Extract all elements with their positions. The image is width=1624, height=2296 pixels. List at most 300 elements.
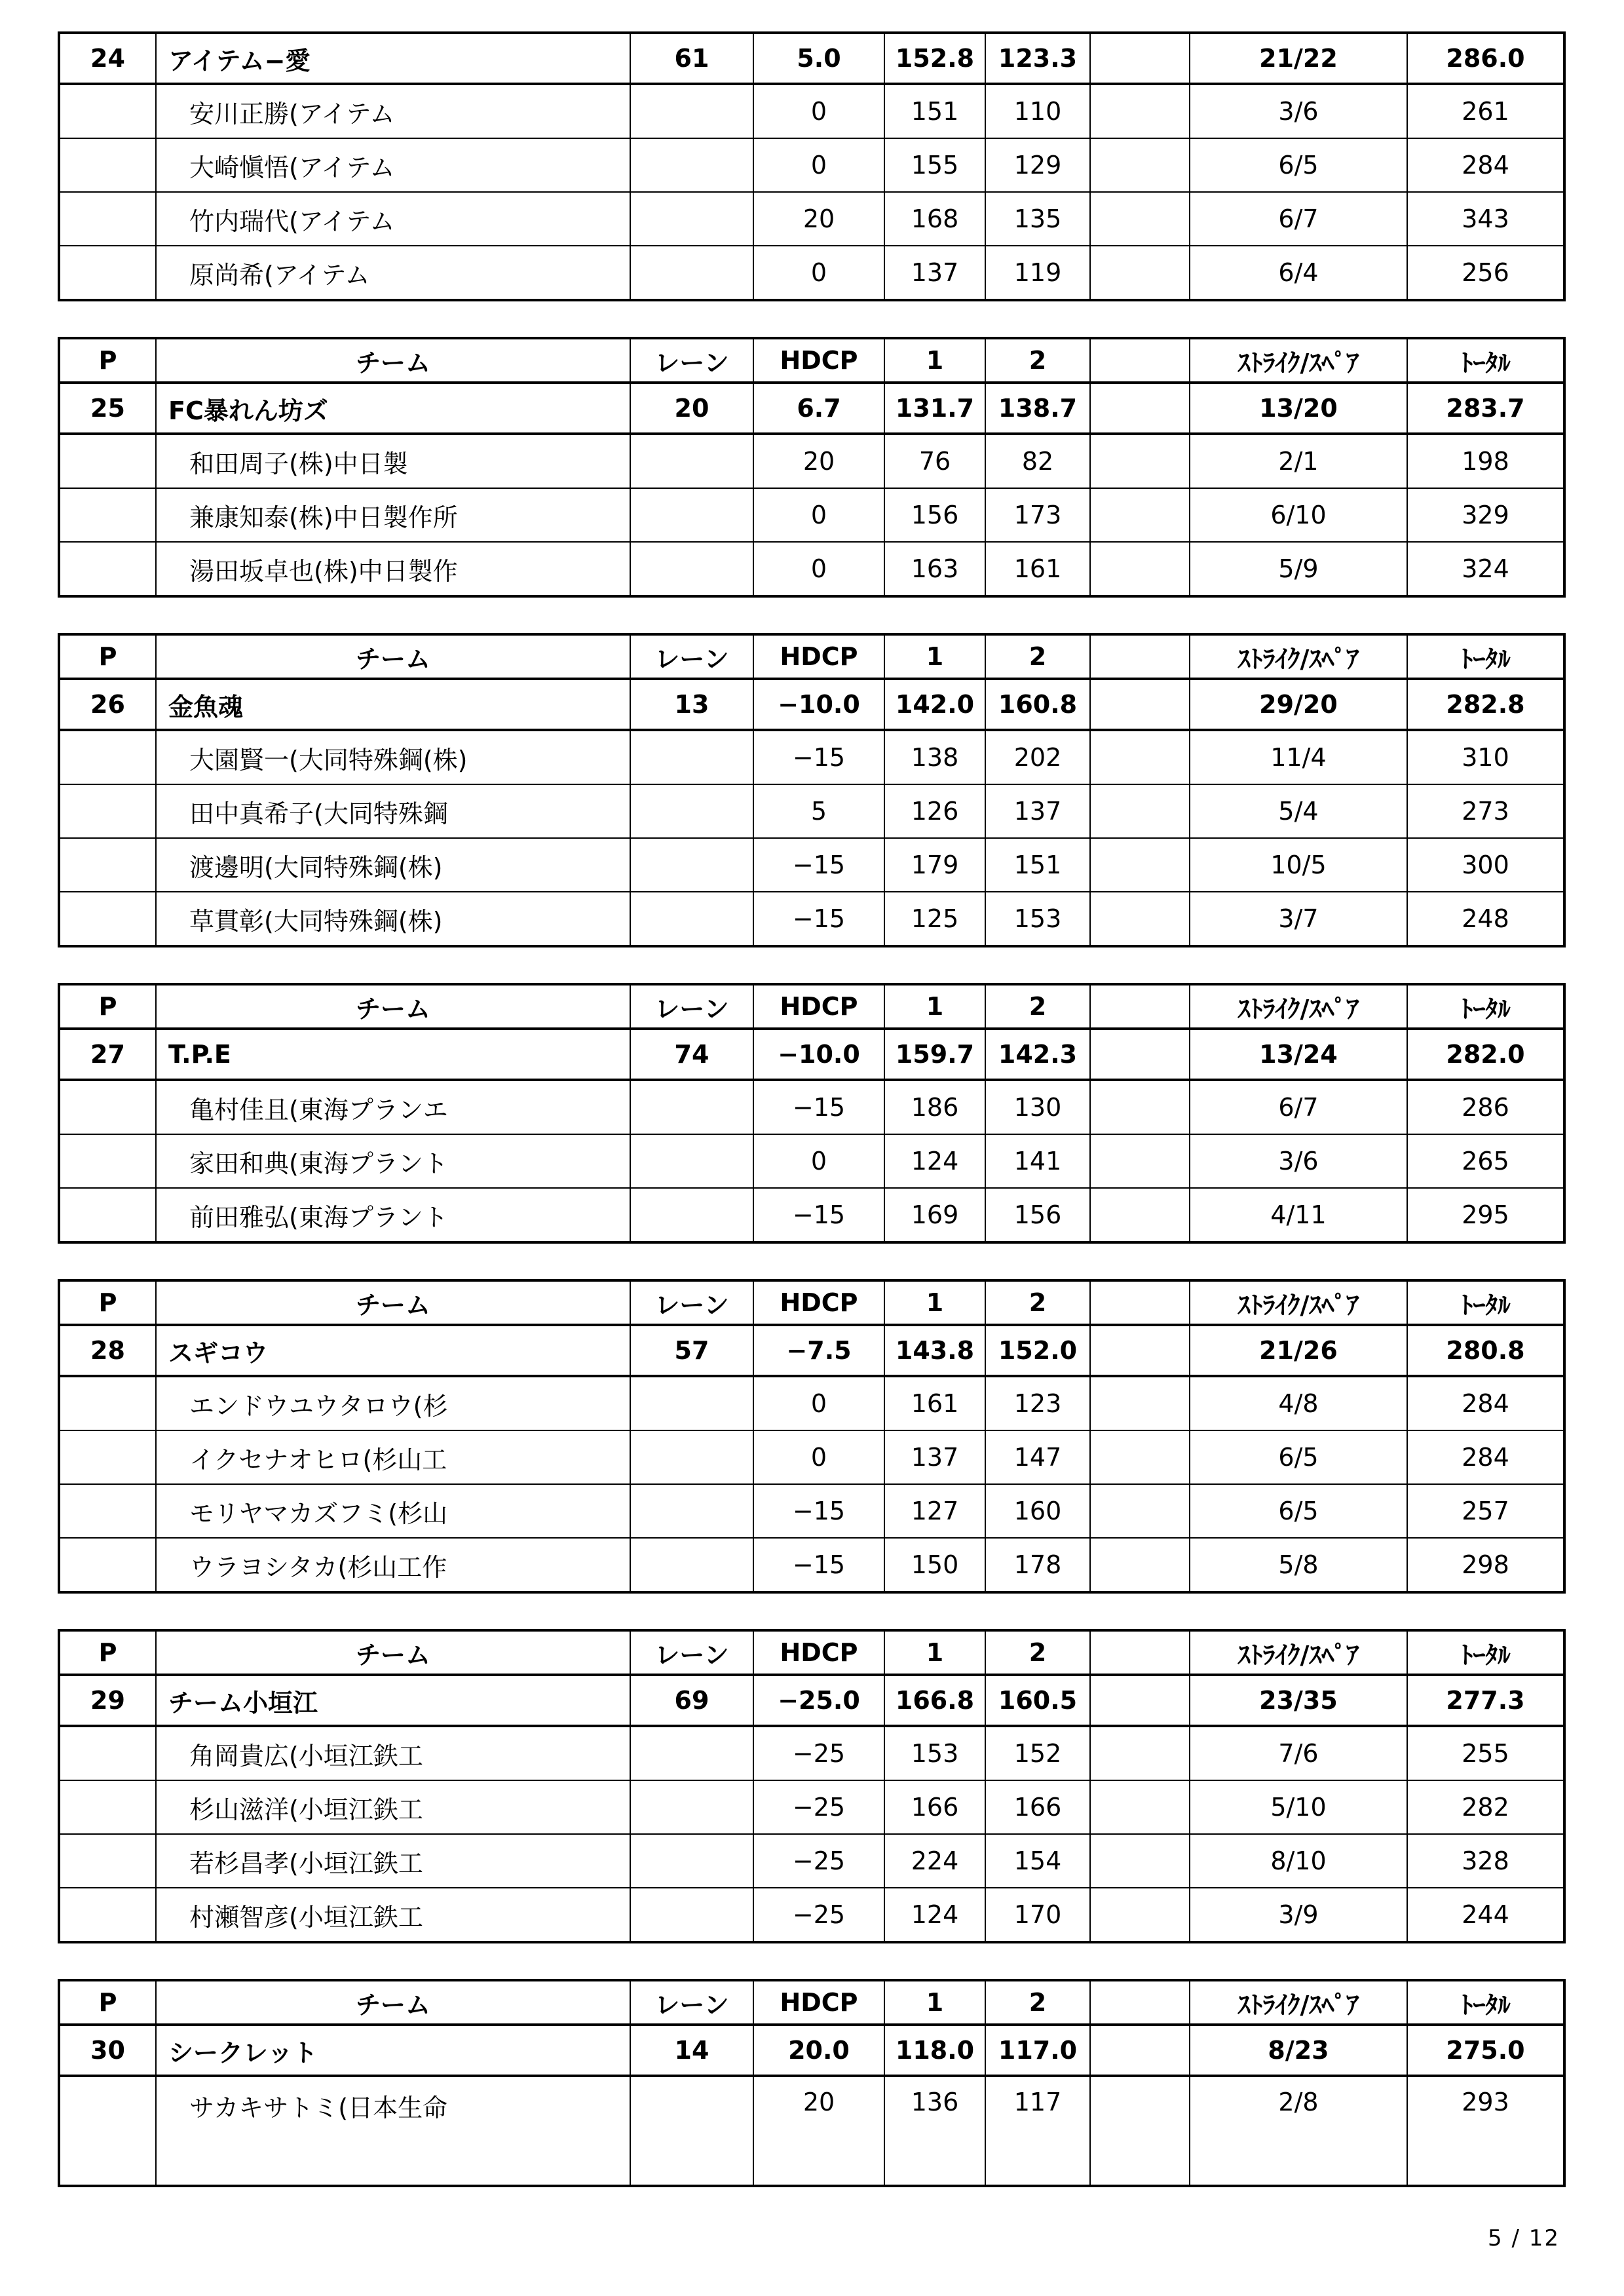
member-strike-spare: 3/6 [1190, 1134, 1407, 1188]
member-hdcp: 0 [753, 1134, 884, 1188]
team-game-1: 166.8 [884, 1675, 985, 1726]
member-game-1: 150 [884, 1538, 985, 1592]
team-rank: 26 [59, 679, 156, 730]
member-total: 295 [1407, 1188, 1564, 1242]
member-total: 284 [1407, 1376, 1564, 1430]
member-empty [1090, 1888, 1190, 1942]
team-total: 280.8 [1407, 1325, 1564, 1376]
header-p: P [59, 338, 156, 383]
member-rank-empty [59, 730, 156, 784]
header-row [59, 338, 1564, 383]
header-total: ﾄｰﾀﾙ [1407, 338, 1564, 383]
team-game-1: 131.7 [884, 383, 985, 434]
header-empty [1090, 1280, 1190, 1325]
member-lane-empty [630, 84, 753, 138]
member-name: 若杉昌孝(小垣江鉄工 [156, 1834, 630, 1888]
member-hdcp: −15 [753, 892, 884, 946]
header-hdcp: HDCP [753, 1980, 884, 2025]
header-game-2: 2 [985, 1280, 1090, 1325]
member-row [59, 488, 1564, 542]
member-strike-spare: 2/1 [1190, 434, 1407, 488]
member-name: 家田和典(東海プラント [156, 1134, 630, 1188]
member-strike-spare: 7/6 [1190, 1726, 1407, 1780]
member-rank-empty [59, 84, 156, 138]
team-table-25 [58, 337, 1566, 598]
member-game-2: 129 [985, 138, 1090, 192]
member-strike-spare: 6/5 [1190, 1484, 1407, 1538]
member-empty [1090, 1188, 1190, 1242]
team-strike-spare: 13/24 [1190, 1029, 1407, 1080]
header-team: チーム [156, 1630, 630, 1675]
member-game-2: 160 [985, 1484, 1090, 1538]
member-lane-empty [630, 1430, 753, 1484]
member-game-1: 155 [884, 138, 985, 192]
member-game-1: 224 [884, 1834, 985, 1888]
member-game-2: 147 [985, 1430, 1090, 1484]
team-row [59, 1325, 1564, 1376]
team-total: 277.3 [1407, 1675, 1564, 1726]
member-game-1: 168 [884, 192, 985, 246]
member-hdcp: 0 [753, 138, 884, 192]
header-lane: レーン [630, 1980, 753, 2025]
header-game-2: 2 [985, 1630, 1090, 1675]
member-game-1: 169 [884, 1188, 985, 1242]
member-hdcp: 0 [753, 84, 884, 138]
team-total: 282.8 [1407, 679, 1564, 730]
header-total: ﾄｰﾀﾙ [1407, 634, 1564, 679]
member-row [59, 784, 1564, 838]
header-team: チーム [156, 984, 630, 1029]
team-table-30 [58, 1979, 1566, 2187]
member-row [59, 1780, 1564, 1834]
team-game-1: 118.0 [884, 2025, 985, 2076]
member-game-1: 127 [884, 1484, 985, 1538]
member-game-1: 125 [884, 892, 985, 946]
member-lane-empty [630, 1484, 753, 1538]
member-total: 329 [1407, 488, 1564, 542]
member-name: 和田周子(株)中日製 [156, 434, 630, 488]
member-lane-empty [630, 892, 753, 946]
member-game-1: 166 [884, 1780, 985, 1834]
member-hdcp: 20 [753, 434, 884, 488]
team-rank: 29 [59, 1675, 156, 1726]
member-empty [1090, 1430, 1190, 1484]
member-rank-empty [59, 138, 156, 192]
member-lane-empty [630, 784, 753, 838]
member-empty [1090, 1834, 1190, 1888]
header-p: P [59, 634, 156, 679]
team-empty [1090, 33, 1190, 84]
team-row [59, 1675, 1564, 1726]
member-row [59, 730, 1564, 784]
member-hdcp: −25 [753, 1888, 884, 1942]
member-lane-empty [630, 542, 753, 596]
member-game-1: 151 [884, 84, 985, 138]
member-game-2: 141 [985, 1134, 1090, 1188]
team-strike-spare: 8/23 [1190, 2025, 1407, 2076]
member-total: 257 [1407, 1484, 1564, 1538]
header-empty [1090, 984, 1190, 1029]
member-empty [1090, 434, 1190, 488]
member-hdcp: −15 [753, 1188, 884, 1242]
member-total: 256 [1407, 246, 1564, 300]
member-row [59, 1834, 1564, 1888]
member-rank-empty [59, 1376, 156, 1430]
member-lane-empty [630, 1834, 753, 1888]
member-hdcp: 5 [753, 784, 884, 838]
team-lane: 69 [630, 1675, 753, 1726]
page-number: 5 / 12 [1488, 2225, 1560, 2251]
member-strike-spare: 5/10 [1190, 1780, 1407, 1834]
member-name: 亀村佳且(東海プランエ [156, 1080, 630, 1134]
member-game-1: 124 [884, 1888, 985, 1942]
member-name: 角岡貴広(小垣江鉄工 [156, 1726, 630, 1780]
member-empty [1090, 138, 1190, 192]
team-game-2: 142.3 [985, 1029, 1090, 1080]
member-game-2: 154 [985, 1834, 1090, 1888]
team-table-24 [58, 31, 1566, 301]
member-total: 293 [1407, 2076, 1564, 2186]
member-total: 261 [1407, 84, 1564, 138]
member-game-1: 136 [884, 2076, 985, 2186]
member-lane-empty [630, 1188, 753, 1242]
member-total: 248 [1407, 892, 1564, 946]
team-hdcp: 6.7 [753, 383, 884, 434]
team-hdcp: −10.0 [753, 1029, 884, 1080]
member-game-1: 179 [884, 838, 985, 892]
team-strike-spare: 13/20 [1190, 383, 1407, 434]
team-game-1: 159.7 [884, 1029, 985, 1080]
member-rank-empty [59, 784, 156, 838]
team-rank: 28 [59, 1325, 156, 1376]
header-game-1: 1 [884, 1630, 985, 1675]
member-strike-spare: 6/7 [1190, 1080, 1407, 1134]
member-empty [1090, 1080, 1190, 1134]
header-lane: レーン [630, 338, 753, 383]
header-lane: レーン [630, 1630, 753, 1675]
header-game-1: 1 [884, 634, 985, 679]
member-hdcp: −15 [753, 730, 884, 784]
member-row [59, 2076, 1564, 2186]
header-p: P [59, 984, 156, 1029]
member-hdcp: 20 [753, 192, 884, 246]
member-empty [1090, 1376, 1190, 1430]
member-strike-spare: 3/6 [1190, 84, 1407, 138]
member-game-1: 186 [884, 1080, 985, 1134]
team-name: アイテム−愛 [156, 33, 630, 84]
team-strike-spare: 23/35 [1190, 1675, 1407, 1726]
header-hdcp: HDCP [753, 1280, 884, 1325]
header-game-1: 1 [884, 1980, 985, 2025]
member-hdcp: −25 [753, 1780, 884, 1834]
header-strike-spare: ｽﾄﾗｲｸ/ｽﾍﾟｱ [1190, 1980, 1407, 2025]
member-lane-empty [630, 1376, 753, 1430]
member-lane-empty [630, 1080, 753, 1134]
member-row [59, 892, 1564, 946]
member-strike-spare: 6/5 [1190, 1430, 1407, 1484]
member-row [59, 1080, 1564, 1134]
member-game-2: 161 [985, 542, 1090, 596]
team-game-1: 152.8 [884, 33, 985, 84]
team-hdcp: −10.0 [753, 679, 884, 730]
member-strike-spare: 3/7 [1190, 892, 1407, 946]
member-game-1: 124 [884, 1134, 985, 1188]
member-name: 田中真希子(大同特殊鋼 [156, 784, 630, 838]
team-table-28 [58, 1279, 1566, 1594]
team-game-2: 123.3 [985, 33, 1090, 84]
member-game-2: 135 [985, 192, 1090, 246]
team-name: 金魚魂 [156, 679, 630, 730]
member-lane-empty [630, 138, 753, 192]
member-game-2: 130 [985, 1080, 1090, 1134]
member-row [59, 838, 1564, 892]
member-name: エンドウユウタロウ(杉 [156, 1376, 630, 1430]
member-name: 竹内瑞代(アイテム [156, 192, 630, 246]
member-name: 湯田坂卓也(株)中日製作 [156, 542, 630, 596]
member-game-2: 117 [985, 2076, 1090, 2186]
team-empty [1090, 1675, 1190, 1726]
team-hdcp: −25.0 [753, 1675, 884, 1726]
member-hdcp: 0 [753, 1430, 884, 1484]
header-empty [1090, 338, 1190, 383]
member-rank-empty [59, 1834, 156, 1888]
member-game-1: 163 [884, 542, 985, 596]
member-name: 安川正勝(アイテム [156, 84, 630, 138]
member-empty [1090, 838, 1190, 892]
member-rank-empty [59, 2076, 156, 2186]
member-hdcp: 20 [753, 2076, 884, 2186]
header-total: ﾄｰﾀﾙ [1407, 1280, 1564, 1325]
member-total: 255 [1407, 1726, 1564, 1780]
team-empty [1090, 679, 1190, 730]
member-name: 村瀬智彦(小垣江鉄工 [156, 1888, 630, 1942]
member-row [59, 1888, 1564, 1942]
member-empty [1090, 1538, 1190, 1592]
team-game-2: 117.0 [985, 2025, 1090, 2076]
team-empty [1090, 383, 1190, 434]
member-rank-empty [59, 1726, 156, 1780]
member-name: モリヤマカズフミ(杉山 [156, 1484, 630, 1538]
team-row [59, 2025, 1564, 2076]
team-name: スギコウ [156, 1325, 630, 1376]
member-rank-empty [59, 1430, 156, 1484]
member-game-2: 166 [985, 1780, 1090, 1834]
member-hdcp: −25 [753, 1834, 884, 1888]
header-lane: レーン [630, 634, 753, 679]
member-lane-empty [630, 1780, 753, 1834]
member-game-2: 110 [985, 84, 1090, 138]
member-strike-spare: 10/5 [1190, 838, 1407, 892]
member-rank-empty [59, 1538, 156, 1592]
member-lane-empty [630, 1538, 753, 1592]
team-lane: 14 [630, 2025, 753, 2076]
member-rank-empty [59, 488, 156, 542]
header-total: ﾄｰﾀﾙ [1407, 984, 1564, 1029]
team-row [59, 1029, 1564, 1080]
header-team: チーム [156, 338, 630, 383]
member-empty [1090, 1780, 1190, 1834]
member-total: 284 [1407, 138, 1564, 192]
team-lane: 74 [630, 1029, 753, 1080]
team-rank: 25 [59, 383, 156, 434]
member-lane-empty [630, 1134, 753, 1188]
member-strike-spare: 11/4 [1190, 730, 1407, 784]
header-row [59, 1280, 1564, 1325]
member-total: 244 [1407, 1888, 1564, 1942]
member-game-2: 137 [985, 784, 1090, 838]
member-empty [1090, 2076, 1190, 2186]
header-p: P [59, 1980, 156, 2025]
member-strike-spare: 2/8 [1190, 2076, 1407, 2186]
member-total: 298 [1407, 1538, 1564, 1592]
member-hdcp: −15 [753, 1080, 884, 1134]
member-row [59, 1376, 1564, 1430]
member-total: 286 [1407, 1080, 1564, 1134]
header-lane: レーン [630, 1280, 753, 1325]
member-strike-spare: 6/5 [1190, 138, 1407, 192]
member-name: イクセナオヒロ(杉山工 [156, 1430, 630, 1484]
member-strike-spare: 3/9 [1190, 1888, 1407, 1942]
member-game-1: 153 [884, 1726, 985, 1780]
member-game-2: 151 [985, 838, 1090, 892]
team-name: T.P.E [156, 1029, 630, 1080]
member-name: 杉山滋洋(小垣江鉄工 [156, 1780, 630, 1834]
member-row [59, 1538, 1564, 1592]
team-name: シークレット [156, 2025, 630, 2076]
team-hdcp: −7.5 [753, 1325, 884, 1376]
header-strike-spare: ｽﾄﾗｲｸ/ｽﾍﾟｱ [1190, 1280, 1407, 1325]
member-hdcp: −15 [753, 1538, 884, 1592]
team-empty [1090, 1029, 1190, 1080]
member-rank-empty [59, 542, 156, 596]
team-lane: 57 [630, 1325, 753, 1376]
header-hdcp: HDCP [753, 338, 884, 383]
member-game-2: 170 [985, 1888, 1090, 1942]
header-total: ﾄｰﾀﾙ [1407, 1980, 1564, 2025]
team-game-2: 138.7 [985, 383, 1090, 434]
member-strike-spare: 4/11 [1190, 1188, 1407, 1242]
team-name: FC暴れん坊ズ [156, 383, 630, 434]
member-strike-spare: 6/4 [1190, 246, 1407, 300]
member-total: 310 [1407, 730, 1564, 784]
member-lane-empty [630, 2076, 753, 2186]
team-total: 283.7 [1407, 383, 1564, 434]
member-total: 328 [1407, 1834, 1564, 1888]
member-game-1: 156 [884, 488, 985, 542]
team-rank: 27 [59, 1029, 156, 1080]
member-lane-empty [630, 488, 753, 542]
team-total: 282.0 [1407, 1029, 1564, 1080]
member-row [59, 84, 1564, 138]
member-row [59, 246, 1564, 300]
member-strike-spare: 5/8 [1190, 1538, 1407, 1592]
member-rank-empty [59, 192, 156, 246]
team-strike-spare: 21/26 [1190, 1325, 1407, 1376]
member-total: 284 [1407, 1430, 1564, 1484]
header-p: P [59, 1280, 156, 1325]
member-strike-spare: 8/10 [1190, 1834, 1407, 1888]
member-game-1: 126 [884, 784, 985, 838]
member-game-2: 156 [985, 1188, 1090, 1242]
team-lane: 61 [630, 33, 753, 84]
member-total: 300 [1407, 838, 1564, 892]
team-rank: 24 [59, 33, 156, 84]
member-hdcp: −15 [753, 1484, 884, 1538]
header-row [59, 984, 1564, 1029]
member-row [59, 1484, 1564, 1538]
header-team: チーム [156, 634, 630, 679]
member-rank-empty [59, 892, 156, 946]
member-game-1: 161 [884, 1376, 985, 1430]
member-game-1: 137 [884, 246, 985, 300]
member-rank-empty [59, 1888, 156, 1942]
member-hdcp: 0 [753, 488, 884, 542]
member-empty [1090, 1134, 1190, 1188]
header-game-2: 2 [985, 984, 1090, 1029]
header-strike-spare: ｽﾄﾗｲｸ/ｽﾍﾟｱ [1190, 634, 1407, 679]
member-lane-empty [630, 434, 753, 488]
member-name: サカキサトミ(日本生命 [156, 2076, 630, 2186]
header-game-1: 1 [884, 984, 985, 1029]
member-rank-empty [59, 1188, 156, 1242]
member-game-2: 202 [985, 730, 1090, 784]
member-rank-empty [59, 434, 156, 488]
team-hdcp: 5.0 [753, 33, 884, 84]
team-empty [1090, 2025, 1190, 2076]
member-rank-empty [59, 838, 156, 892]
member-hdcp: −25 [753, 1726, 884, 1780]
member-game-1: 138 [884, 730, 985, 784]
member-row [59, 542, 1564, 596]
member-strike-spare: 6/10 [1190, 488, 1407, 542]
member-lane-empty [630, 192, 753, 246]
team-lane: 20 [630, 383, 753, 434]
team-hdcp: 20.0 [753, 2025, 884, 2076]
member-empty [1090, 1484, 1190, 1538]
team-table-29 [58, 1629, 1566, 1943]
team-game-2: 160.5 [985, 1675, 1090, 1726]
header-empty [1090, 634, 1190, 679]
team-game-2: 152.0 [985, 1325, 1090, 1376]
member-name: 大崎愼悟(アイテム [156, 138, 630, 192]
header-game-1: 1 [884, 338, 985, 383]
member-empty [1090, 84, 1190, 138]
member-empty [1090, 192, 1190, 246]
team-game-1: 142.0 [884, 679, 985, 730]
member-name: ウラヨシタカ(杉山工作 [156, 1538, 630, 1592]
member-game-2: 123 [985, 1376, 1090, 1430]
member-row [59, 1726, 1564, 1780]
member-empty [1090, 488, 1190, 542]
member-row [59, 1188, 1564, 1242]
member-game-2: 152 [985, 1726, 1090, 1780]
member-lane-empty [630, 838, 753, 892]
member-empty [1090, 542, 1190, 596]
header-strike-spare: ｽﾄﾗｲｸ/ｽﾍﾟｱ [1190, 338, 1407, 383]
member-game-2: 178 [985, 1538, 1090, 1592]
member-lane-empty [630, 246, 753, 300]
member-row [59, 1134, 1564, 1188]
member-game-2: 173 [985, 488, 1090, 542]
team-total: 275.0 [1407, 2025, 1564, 2076]
member-empty [1090, 246, 1190, 300]
header-game-2: 2 [985, 338, 1090, 383]
member-lane-empty [630, 1888, 753, 1942]
member-row [59, 1430, 1564, 1484]
member-rank-empty [59, 1134, 156, 1188]
member-rank-empty [59, 1780, 156, 1834]
header-empty [1090, 1630, 1190, 1675]
